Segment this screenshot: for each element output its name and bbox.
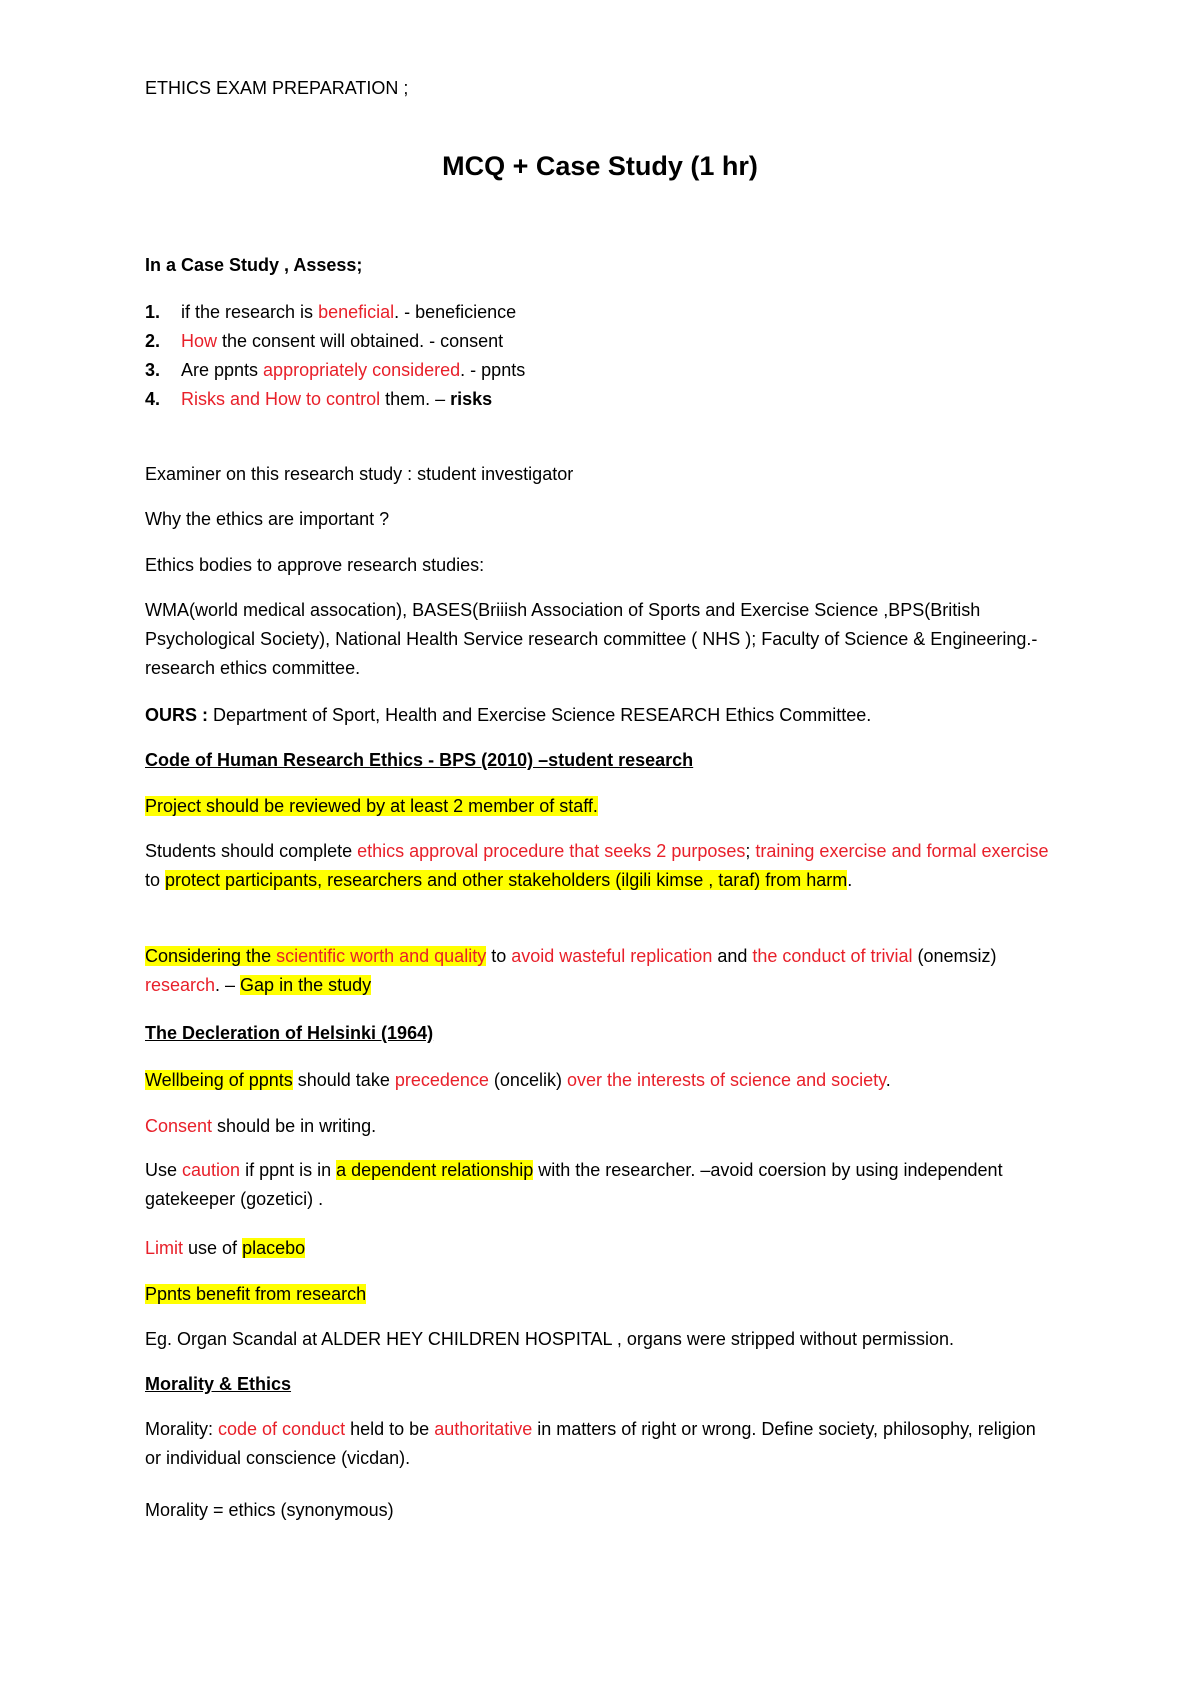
benefit-line: Ppnts benefit from research: [145, 1284, 367, 1304]
list-number: 3.: [145, 360, 161, 380]
bodies-paragraph: WMA(world medical assocation), BASES(Briiish Association of Sports and Exercise Science ,BPS(British Psychological Society), National Health Service research committee ( NHS ); Faculty of Science & Engineering.- research ethics committee.: [145, 600, 1038, 678]
wellbeing-line: Wellbeing of ppnts should take precedence (oncelik) over the interests of science and society.: [145, 1070, 891, 1090]
list-number: 2.: [145, 331, 161, 351]
morality-paragraph: Morality: code of conduct held to be authoritative in matters of right or wrong. Define society, philosophy, religion or individual conscience (vicdan).: [145, 1419, 1036, 1468]
doc-title: MCQ + Case Study (1 hr): [442, 151, 758, 181]
list-number: 4.: [145, 389, 161, 409]
example-line: Eg. Organ Scandal at ALDER HEY CHILDREN HOSPITAL , organs were stripped without permission.: [145, 1329, 955, 1349]
bodies-intro: Ethics bodies to approve research studies:: [145, 555, 485, 575]
ours-line: OURS : Department of Sport, Health and Exercise Science RESEARCH Ethics Committee.: [145, 705, 872, 725]
list-item: Risks and How to control them. – risks: [181, 389, 493, 409]
considering-paragraph: Considering the scientific worth and quality to avoid wasteful replication and the conduct of trivial (onemsiz) research. – Gap in the study: [145, 946, 997, 995]
consent-line: Consent should be in writing.: [145, 1116, 377, 1136]
list-item: How the consent will obtained. - consent: [181, 331, 504, 351]
assess-heading: In a Case Study , Assess;: [145, 255, 363, 275]
list-item: Are ppnts appropriately considered. - ppnts: [181, 360, 526, 380]
list-item: if the research is beneficial. - beneficience: [181, 302, 517, 322]
placebo-line: Limit use of placebo: [145, 1238, 306, 1258]
synonym-line: Morality = ethics (synonymous): [145, 1500, 394, 1520]
why-line: Why the ethics are important ?: [145, 509, 390, 529]
helsinki-heading: The Decleration of Helsinki (1964): [145, 1023, 434, 1043]
bps-reviewed: Project should be reviewed by at least 2 member of staff.: [145, 796, 598, 816]
list-number: 1.: [145, 302, 161, 322]
students-paragraph: Students should complete ethics approval procedure that seeks 2 purposes; training exercise and formal exercise to protect participants, researchers and other stakeholders (ilgili kimse , taraf) from harm.: [145, 841, 1049, 890]
doc-header: ETHICS EXAM PREPARATION ;: [145, 78, 409, 98]
caution-paragraph: Use caution if ppnt is in a dependent relationship with the researcher. –avoid coersion by using independent gatekeeper (gozetici) .: [145, 1160, 1003, 1209]
morality-heading: Morality & Ethics: [145, 1374, 292, 1394]
bps-heading: Code of Human Research Ethics - BPS (2010) –student research: [145, 750, 694, 770]
examiner-line: Examiner on this research study : student investigator: [145, 464, 574, 484]
